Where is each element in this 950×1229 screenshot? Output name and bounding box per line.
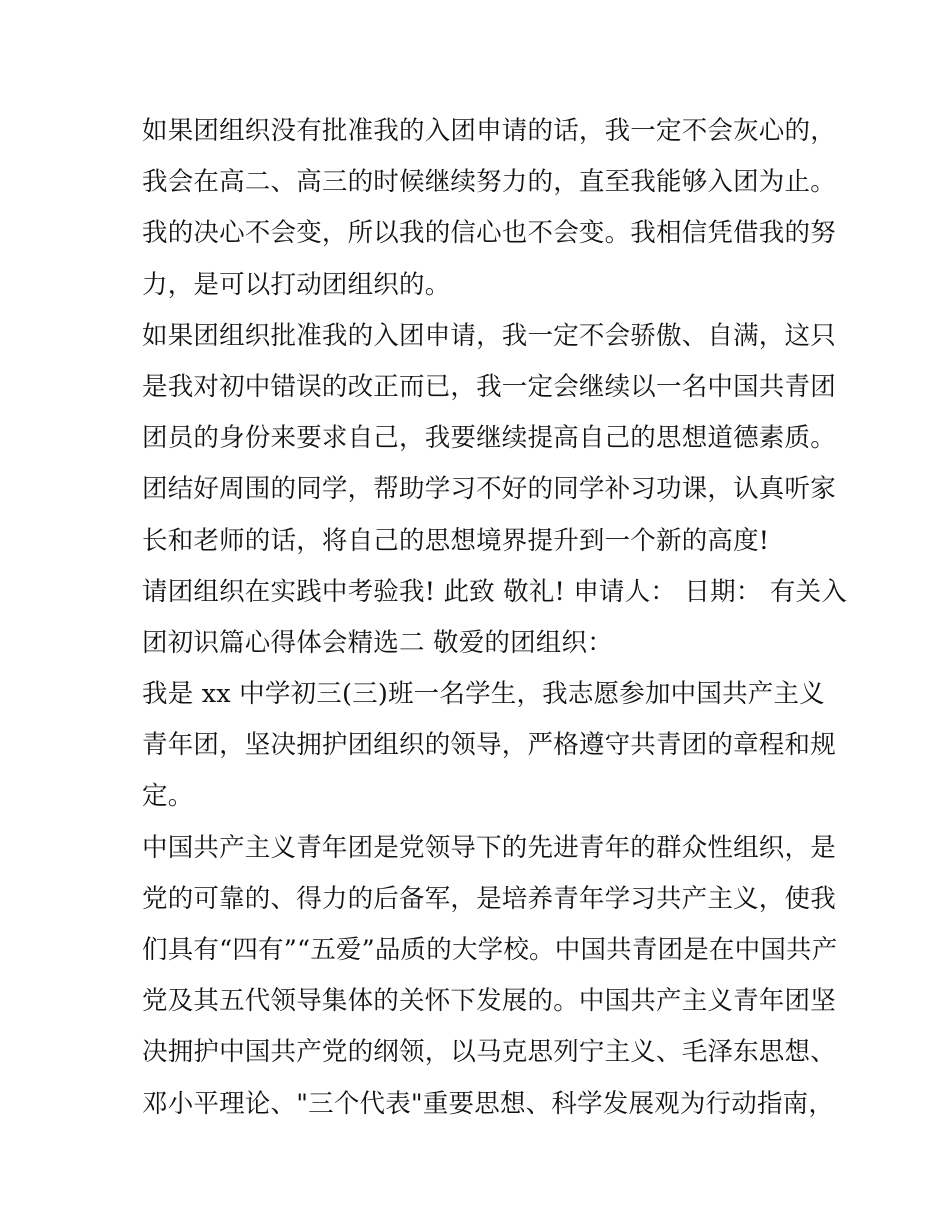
text-line: 团结好周围的同学，帮助学习不好的同学补习功课，认真听家 — [142, 474, 836, 505]
text-line: 请团组织在实践中考验我! 此致 敬礼! 申请人： 日期： 有关入 — [142, 576, 847, 607]
text-line: 团员的身份来要求自己，我要继续提高自己的思想道德素质。 — [142, 423, 836, 454]
text-line: 如果团组织没有批准我的入团申请的话，我一定不会灰心的， — [142, 116, 836, 146]
document-body — [142, 106, 847, 1130]
text-line: 我的决心不会变，所以我的信心也不会变。我相信凭借我的努 — [142, 218, 836, 249]
text-line: 党的可靠的、得力的后备军，是培养青年学习共产主义，使我 — [142, 883, 836, 914]
text-line: 党及其五代领导集体的关怀下发展的。中国共产主义青年团坚 — [142, 986, 836, 1017]
text-line: 我会在高二、高三的时候继续努力的，直至我能够入团为止。 — [142, 167, 836, 198]
text-line: 长和老师的话，将自己的思想境界提升到一个新的高度! — [142, 525, 770, 556]
text-line: 我是 xx 中学初三(三)班一名学生，我志愿参加中国共产主义 — [142, 679, 825, 710]
text-line: 青年团，坚决拥护团组织的领导，严格遵守共青团的章程和规 — [142, 730, 836, 761]
text-line: 邓小平理论、"三个代表"重要思想、科学发展观为行动指南， — [142, 1088, 835, 1119]
text-line: 决拥护中国共产党的纲领，以马克思列宁主义、毛泽东思想、 — [142, 1037, 836, 1068]
text-line: 团初识篇心得体会精选二 敬爱的团组织： — [142, 627, 613, 658]
text-line: 力，是可以打动团组织的。 — [142, 269, 451, 300]
text-line: 是我对初中错误的改正而已，我一定会继续以一名中国共青团 — [142, 371, 836, 402]
text-line: 如果团组织批准我的入团申请，我一定不会骄傲、自满，这只 — [142, 320, 836, 351]
text-line: 定。 — [142, 781, 194, 812]
text-line: 中国共产主义青年团是党领导下的先进青年的群众性组织，是 — [142, 832, 836, 863]
text-line: 们具有“四有”“五爱”品质的大学校。中国共青团是在中国共产 — [142, 935, 838, 965]
